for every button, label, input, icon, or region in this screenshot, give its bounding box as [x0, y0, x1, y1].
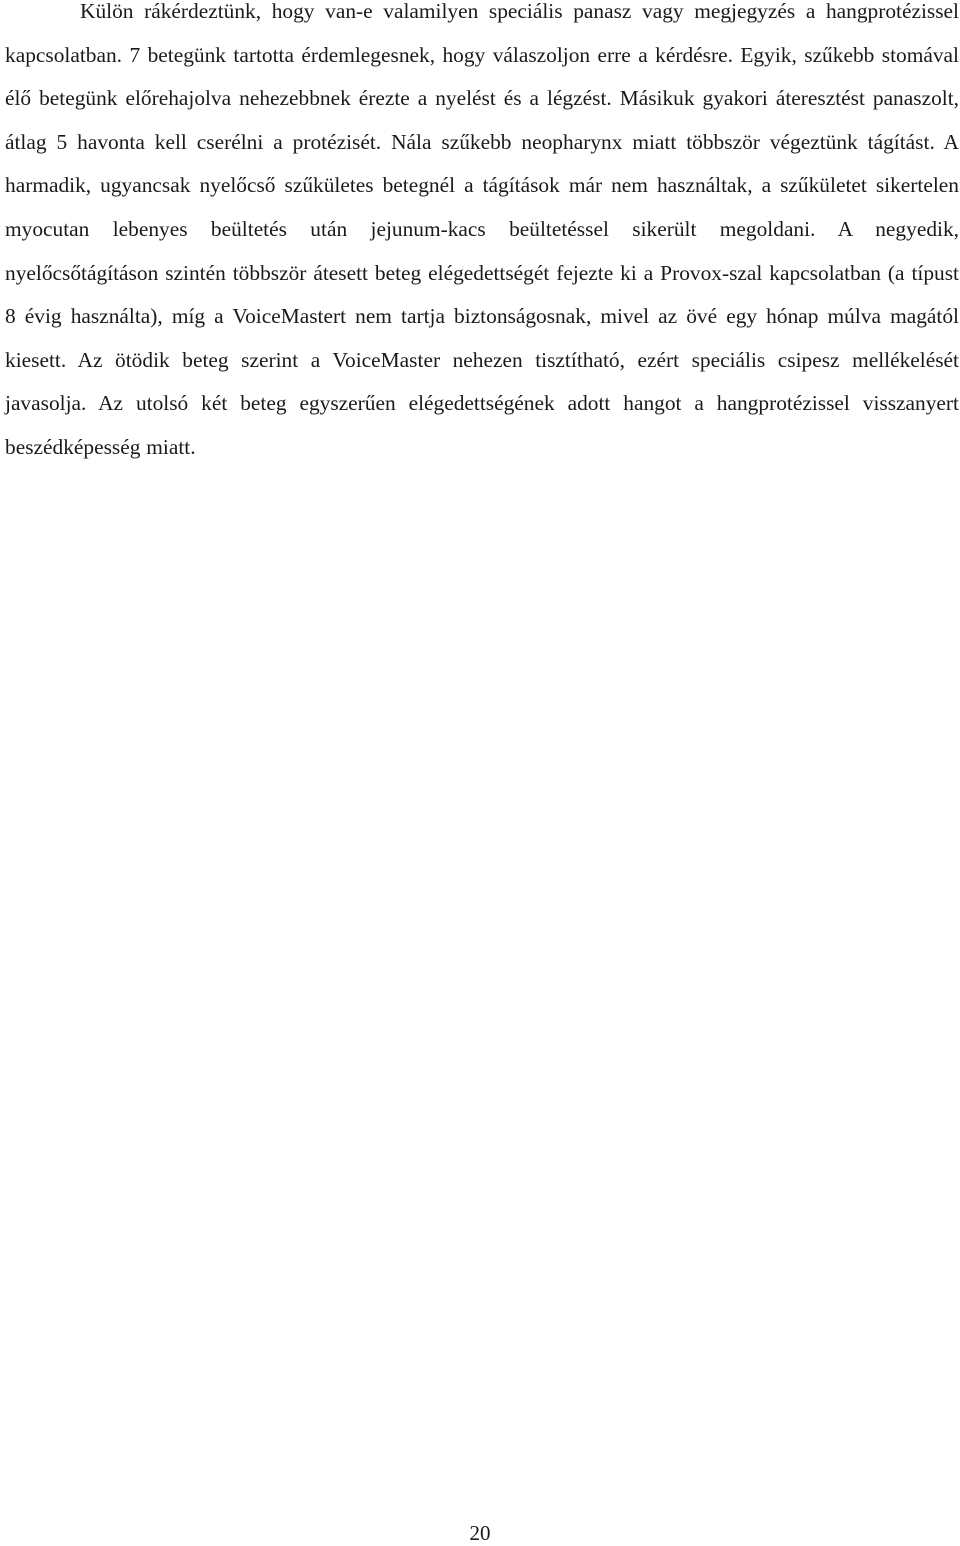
page-number: 20	[469, 1521, 491, 1545]
body-paragraph: Külön rákérdeztünk, hogy van-e valamilyen speciális panasz vagy megjegyzés a hangprotézissel kapcsolatban. 7 betegünk tartotta érdemlegesnek, hogy válaszoljon erre a kérdésre. Egyik, szűkebb stomával élő betegünk előrehajolva nehezebbnek érezte a nyelést és a légzést. Másikuk gyakori áteresztést panaszolt, átlag 5 havonta kell cserélni a protézisét. Nála szűkebb neopharynx miatt többször végeztünk tágítást. A harmadik, ugyancsak nyelőcső szűkületes betegnél a tágítások már nem használtak, a szűkületet sikertelen myocutan lebenyes beültetés után jejunum-kacs beültetéssel sikerült megoldani. A negyedik, nyelőcsőtágításon szintén többször átesett beteg elégedettségét fejezte ki a Provox-szal kapcsolatban (a típust 8 évig használta), míg a VoiceMastert nem tartja biztonságosnak, mivel az övé egy hónap múlva magától kiesett. Az ötödik beteg szerint a VoiceMaster nehezen tisztítható, ezért speciális csipesz mellékelését javasolja. Az utolsó két beteg egyszerűen elégedettségének adott hangot a hangprotézissel visszanyert beszédképesség miatt.	[5, 0, 959, 459]
